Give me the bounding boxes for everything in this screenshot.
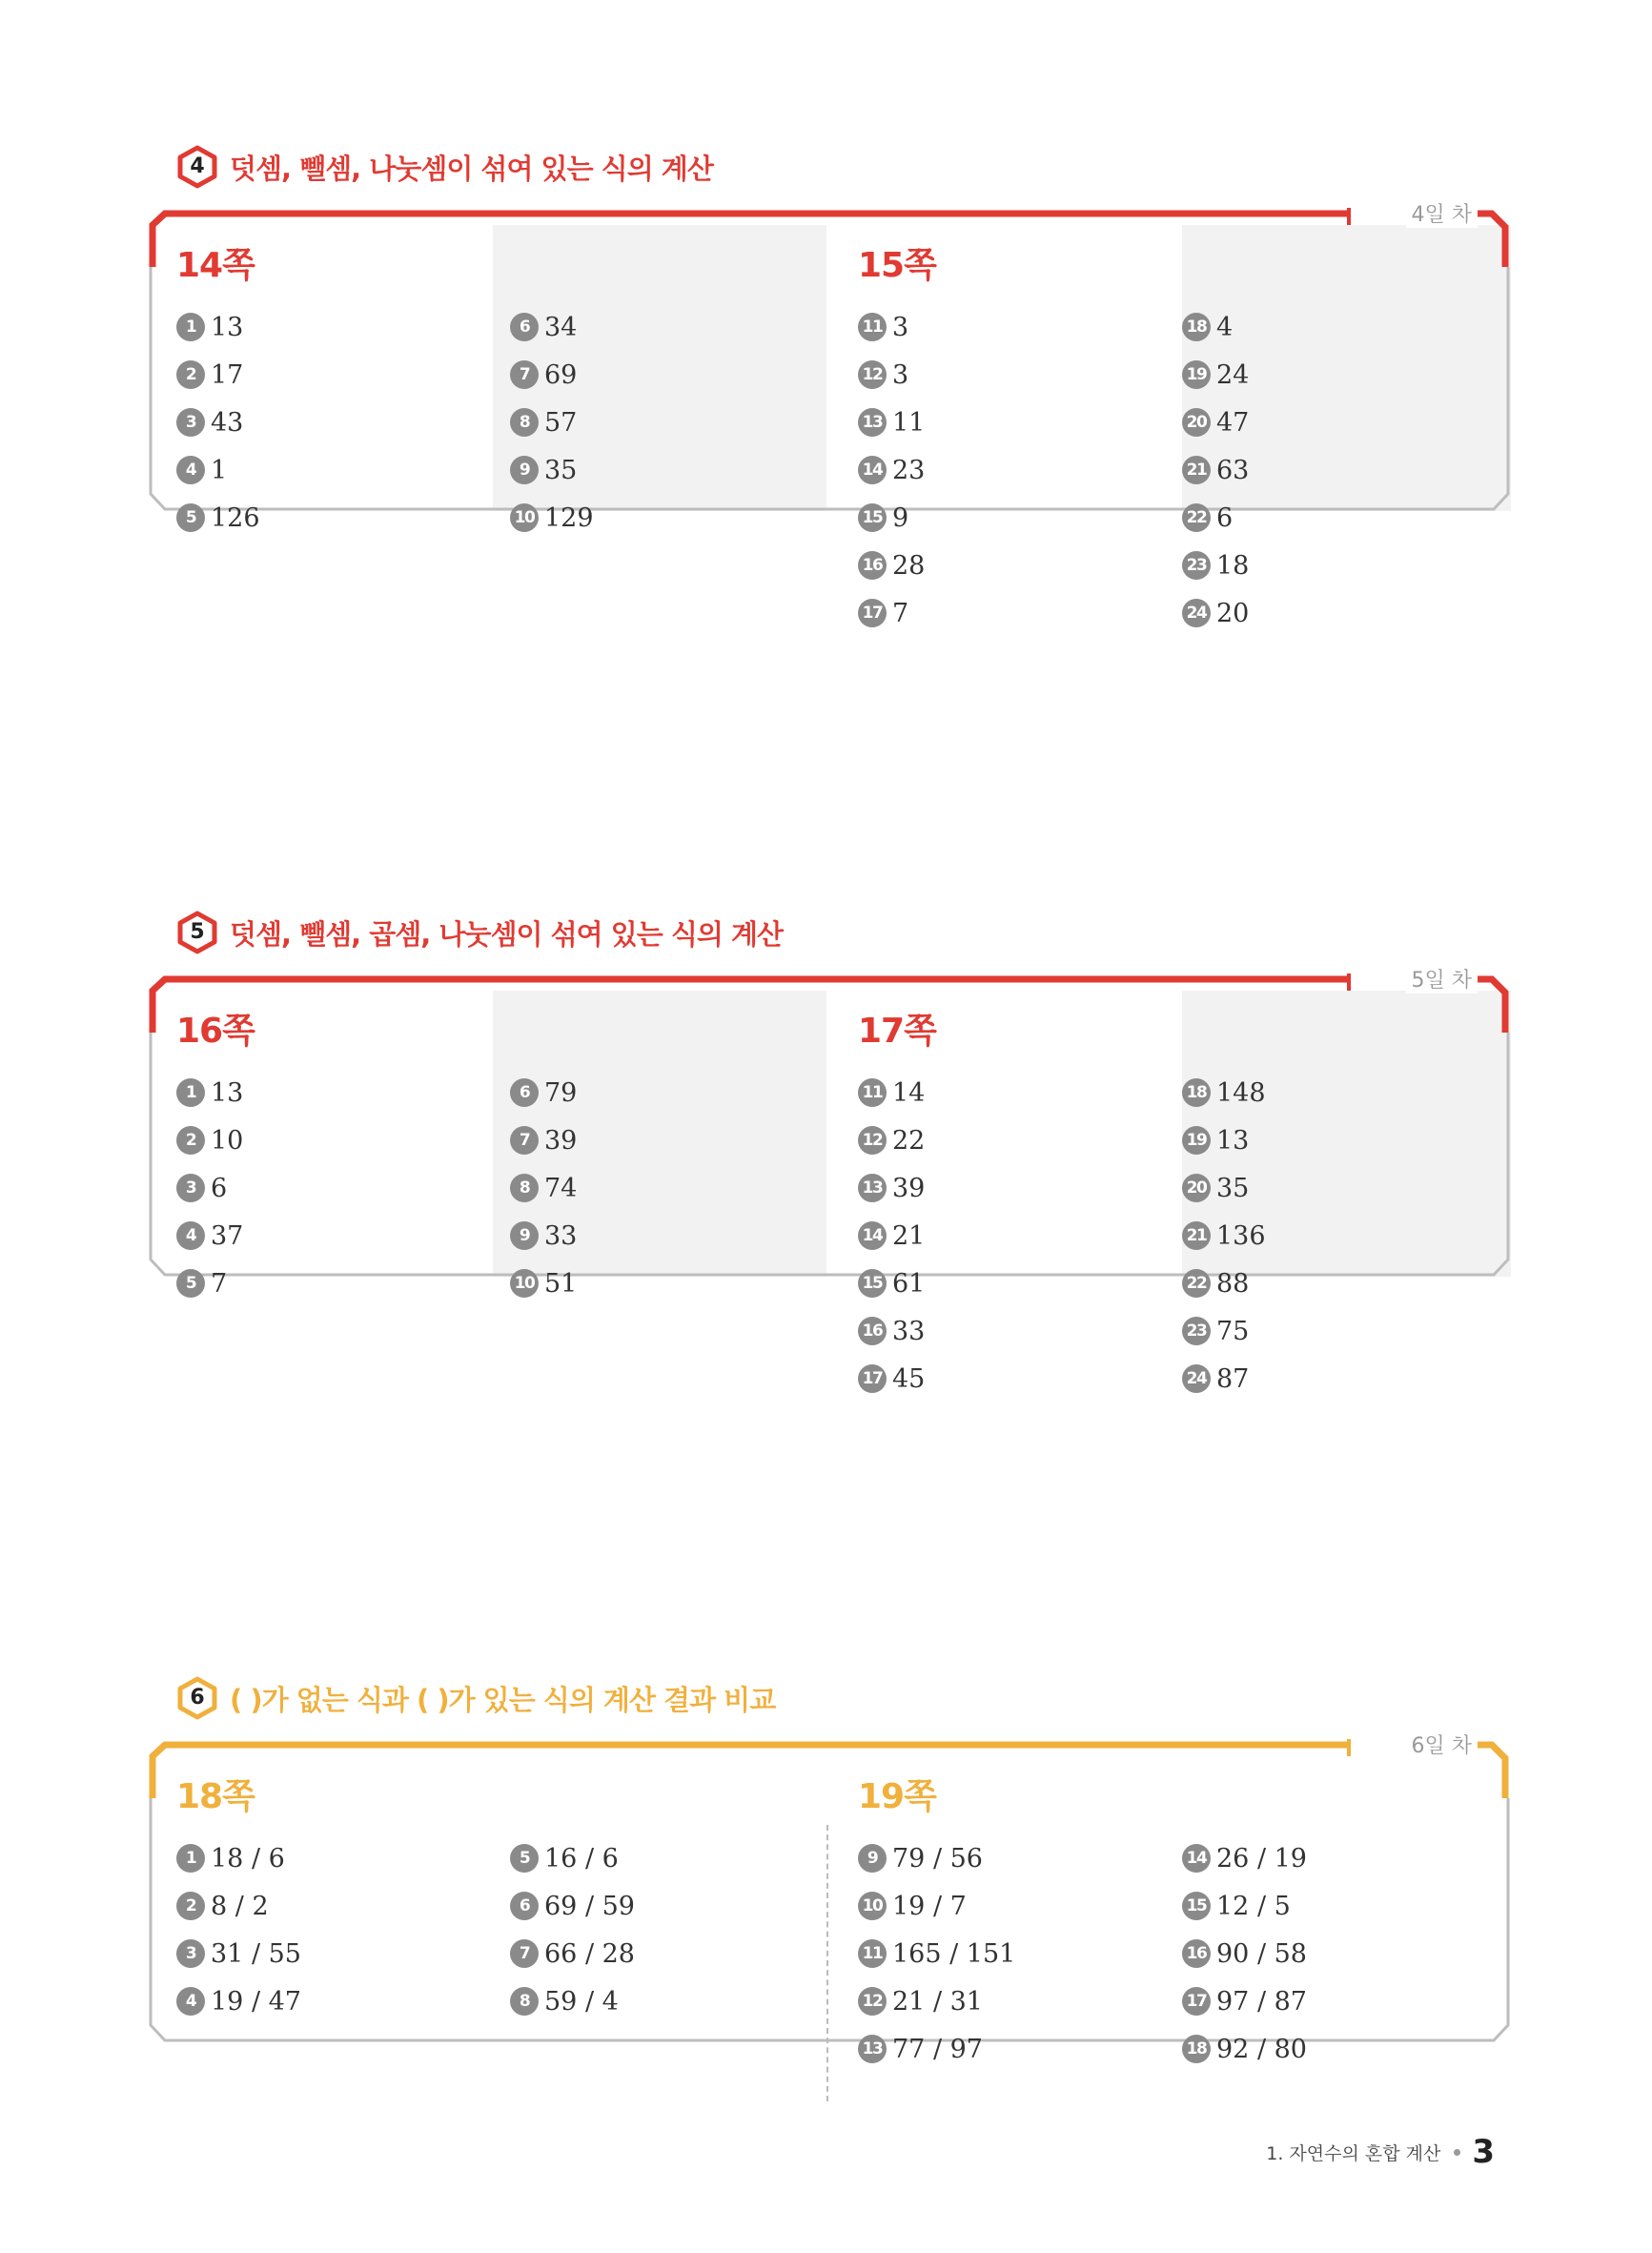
answer-item [176, 351, 260, 399]
answer-item [858, 1116, 925, 1164]
answer-item [176, 1882, 301, 1930]
study-day-label: 5일 차 [1406, 964, 1479, 993]
answer-item [510, 351, 594, 399]
answer-value: 97 / 87 [1216, 1986, 1307, 2017]
problem-number-badge: 6 [510, 1078, 539, 1107]
section-title [176, 1674, 775, 1722]
answer-item [1182, 2025, 1307, 2073]
answer-item [176, 494, 260, 542]
answer-value: 18 / 6 [211, 1843, 285, 1874]
answer-value: 75 [1216, 1316, 1250, 1346]
problem-number-badge: 7 [510, 1939, 539, 1968]
answer-value: 6 [1216, 502, 1234, 533]
answer-column [510, 1834, 635, 2025]
answer-item [858, 494, 925, 542]
answer-value: 31 / 55 [211, 1938, 301, 1969]
answer-item [510, 1164, 577, 1212]
answer-box [148, 969, 1511, 1394]
answer-column [176, 1069, 243, 1307]
problem-number-badge: 21 [1182, 1221, 1211, 1250]
problem-number-badge: 21 [1182, 456, 1211, 484]
section-title [176, 143, 713, 191]
problem-number-badge: 3 [176, 1174, 205, 1202]
problem-number-badge: 9 [858, 1844, 887, 1873]
answer-value: 90 / 58 [1216, 1938, 1307, 1969]
problem-number-badge: 14 [1182, 1844, 1211, 1873]
answer-item [510, 1212, 577, 1260]
problem-number-badge: 1 [176, 1078, 205, 1107]
answer-item [1182, 303, 1249, 351]
answer-item [858, 1307, 925, 1355]
answer-value: 77 / 97 [892, 2034, 983, 2064]
page-label: 19쪽 [858, 1777, 936, 1816]
problem-number-badge: 7 [510, 360, 539, 389]
answer-item [858, 399, 925, 446]
problem-number-badge: 8 [510, 408, 539, 437]
answer-value: 39 [544, 1125, 578, 1156]
answer-item [1182, 494, 1249, 542]
section-number: 6 [190, 1686, 205, 1710]
answer-value: 136 [1216, 1220, 1266, 1251]
answer-value: 39 [892, 1173, 926, 1203]
answer-value: 8 / 2 [211, 1891, 269, 1921]
answer-item [1182, 1355, 1266, 1403]
answer-item [176, 1260, 243, 1307]
problem-number-badge: 4 [176, 1987, 205, 2016]
answer-item [176, 303, 260, 351]
answer-value: 126 [211, 502, 260, 533]
answer-item [510, 1977, 635, 2025]
answer-item [858, 1212, 925, 1260]
problem-number-badge: 16 [858, 1317, 887, 1345]
section-number-hexagon-icon [176, 1676, 218, 1720]
answer-value: 69 [544, 359, 578, 390]
answer-value: 21 [892, 1220, 926, 1251]
problem-number-badge: 1 [176, 1844, 205, 1873]
answer-column [176, 1834, 301, 2025]
answer-item [176, 446, 260, 494]
answer-value: 6 [211, 1173, 228, 1203]
answer-item [176, 1164, 243, 1212]
answer-value: 19 / 7 [892, 1891, 967, 1921]
problem-number-badge: 2 [176, 360, 205, 389]
answer-item [510, 494, 594, 542]
answer-value: 59 / 4 [544, 1986, 619, 2017]
section-title-text: 덧셈, 뺄셈, 곱셈, 나눗셈이 섞여 있는 식의 계산 [230, 917, 783, 951]
problem-number-badge: 23 [1182, 551, 1211, 580]
problem-number-badge: 19 [1182, 360, 1211, 389]
problem-number-badge: 10 [858, 1892, 887, 1920]
answer-item [858, 1355, 925, 1403]
problem-number-badge: 4 [176, 1221, 205, 1250]
answer-value: 21 / 31 [892, 1986, 983, 2017]
problem-number-badge: 8 [510, 1174, 539, 1202]
answer-column [858, 303, 925, 637]
answer-item [510, 446, 594, 494]
answer-value: 79 [544, 1077, 578, 1108]
answer-item [1182, 351, 1249, 399]
answer-item [510, 1930, 635, 1977]
answer-value: 88 [1216, 1268, 1250, 1299]
problem-number-badge: 18 [1182, 1078, 1211, 1107]
problem-number-badge: 9 [510, 456, 539, 484]
answer-value: 79 / 56 [892, 1843, 983, 1874]
answer-value: 7 [211, 1268, 228, 1299]
answer-item [1182, 1164, 1266, 1212]
answer-value: 87 [1216, 1363, 1250, 1394]
answer-item [858, 589, 925, 637]
answer-value: 14 [892, 1077, 926, 1108]
answer-item [1182, 1260, 1266, 1307]
problem-number-badge: 14 [858, 456, 887, 484]
problem-number-badge: 20 [1182, 408, 1211, 437]
answer-item [858, 446, 925, 494]
answer-item [176, 1212, 243, 1260]
answer-value: 45 [892, 1363, 926, 1394]
answer-value: 43 [211, 407, 244, 438]
answer-item [176, 1977, 301, 2025]
problem-number-badge: 13 [858, 2035, 887, 2063]
answer-value: 24 [1216, 359, 1250, 390]
problem-number-badge: 16 [1182, 1939, 1211, 1968]
section-title [176, 909, 783, 956]
answer-item [510, 1116, 577, 1164]
problem-number-badge: 5 [176, 503, 205, 532]
answer-value: 26 / 19 [1216, 1843, 1307, 1874]
answer-value: 9 [892, 502, 909, 533]
problem-number-badge: 24 [1182, 599, 1211, 627]
answer-item [176, 399, 260, 446]
section-number: 4 [190, 154, 205, 178]
section-number: 5 [190, 920, 205, 944]
answer-item [510, 303, 594, 351]
answer-item [1182, 399, 1249, 446]
answer-value: 35 [1216, 1173, 1250, 1203]
answer-item [510, 1069, 577, 1116]
problem-number-badge: 5 [510, 1844, 539, 1873]
answer-column [858, 1069, 925, 1403]
problem-number-badge: 6 [510, 313, 539, 341]
answer-value: 13 [211, 1077, 244, 1108]
answer-value: 165 / 151 [892, 1938, 1016, 1969]
answer-column [1182, 1069, 1266, 1403]
box-frame [148, 973, 1511, 1280]
answer-item [1182, 1307, 1266, 1355]
answer-item [858, 2025, 1015, 2073]
answer-value: 47 [1216, 407, 1250, 438]
answer-value: 69 / 59 [544, 1891, 635, 1921]
section-title-text: ( )가 없는 식과 ( )가 있는 식의 계산 결과 비교 [230, 1683, 776, 1716]
answer-value: 34 [544, 312, 578, 342]
answer-column [1182, 1834, 1307, 2073]
answer-item [858, 1069, 925, 1116]
study-day-label: 4일 차 [1406, 198, 1479, 228]
problem-number-badge: 17 [858, 1364, 887, 1393]
problem-number-badge: 8 [510, 1987, 539, 2016]
answer-value: 92 / 80 [1216, 2034, 1307, 2064]
answer-item [1182, 1116, 1266, 1164]
problem-number-badge: 11 [858, 313, 887, 341]
answer-item [510, 399, 594, 446]
answer-column [176, 303, 260, 542]
problem-number-badge: 10 [510, 503, 539, 532]
answer-box [148, 203, 1511, 628]
answer-item [176, 1930, 301, 1977]
section-title-text: 덧셈, 뺄셈, 나눗셈이 섞여 있는 식의 계산 [230, 152, 713, 185]
study-day-label: 6일 차 [1406, 1730, 1479, 1759]
answer-value: 35 [544, 455, 578, 485]
answer-value: 18 [1216, 550, 1250, 581]
answer-value: 13 [211, 312, 244, 342]
problem-number-badge: 6 [510, 1892, 539, 1920]
answer-column [858, 1834, 1015, 2073]
problem-number-badge: 23 [1182, 1317, 1211, 1345]
problem-number-badge: 11 [858, 1078, 887, 1107]
answer-value: 10 [211, 1125, 244, 1156]
answer-value: 28 [892, 550, 926, 581]
answer-value: 148 [1216, 1077, 1266, 1108]
answer-value: 37 [211, 1220, 244, 1251]
answer-value: 16 / 6 [544, 1843, 619, 1874]
problem-number-badge: 17 [858, 599, 887, 627]
answer-item [1182, 589, 1249, 637]
answer-value: 63 [1216, 455, 1250, 485]
problem-number-badge: 13 [858, 408, 887, 437]
answer-item [1182, 542, 1249, 589]
page-label: 17쪽 [858, 1012, 936, 1051]
section-number-hexagon-icon [176, 911, 218, 954]
answer-column [510, 303, 594, 542]
problem-number-badge: 5 [176, 1269, 205, 1298]
answer-value: 57 [544, 407, 578, 438]
page-number: 3 [1472, 2133, 1495, 2171]
answer-item [1182, 1212, 1266, 1260]
problem-number-badge: 2 [176, 1126, 205, 1155]
answer-item [1182, 446, 1249, 494]
answer-item [510, 1834, 635, 1882]
answer-item [510, 1882, 635, 1930]
answer-item [1182, 1930, 1307, 1977]
answer-value: 61 [892, 1268, 926, 1299]
answer-item [176, 1834, 301, 1882]
answer-value: 4 [1216, 312, 1234, 342]
problem-number-badge: 18 [1182, 2035, 1211, 2063]
problem-number-badge: 12 [858, 360, 887, 389]
section-number-hexagon-icon [176, 145, 218, 189]
problem-number-badge: 22 [1182, 1269, 1211, 1298]
box-frame [148, 208, 1511, 515]
problem-number-badge: 12 [858, 1987, 887, 2016]
answer-item [858, 1164, 925, 1212]
page-label: 14쪽 [176, 246, 255, 285]
problem-number-badge: 18 [1182, 313, 1211, 341]
page-label: 16쪽 [176, 1012, 255, 1051]
answer-item [858, 303, 925, 351]
answer-value: 23 [892, 455, 926, 485]
problem-number-badge: 24 [1182, 1364, 1211, 1393]
answer-box [148, 1734, 1511, 2064]
answer-value: 20 [1216, 598, 1250, 628]
answer-value: 7 [892, 598, 909, 628]
answer-value: 33 [892, 1316, 926, 1346]
answer-value: 3 [892, 312, 909, 342]
answer-item [858, 351, 925, 399]
problem-number-badge: 3 [176, 408, 205, 437]
page-footer [1266, 2133, 1495, 2171]
problem-number-badge: 20 [1182, 1174, 1211, 1202]
problem-number-badge: 17 [1182, 1987, 1211, 2016]
page-label: 15쪽 [858, 246, 936, 285]
answer-item [176, 1116, 243, 1164]
problem-number-badge: 13 [858, 1174, 887, 1202]
problem-number-badge: 14 [858, 1221, 887, 1250]
problem-number-badge: 11 [858, 1939, 887, 1968]
answer-item [510, 1260, 577, 1307]
answer-column [1182, 303, 1249, 637]
problem-number-badge: 7 [510, 1126, 539, 1155]
answer-value: 22 [892, 1125, 926, 1156]
problem-number-badge: 12 [858, 1126, 887, 1155]
answer-value: 13 [1216, 1125, 1250, 1156]
problem-number-badge: 2 [176, 1892, 205, 1920]
problem-number-badge: 4 [176, 456, 205, 484]
problem-number-badge: 16 [858, 551, 887, 580]
answer-item [1182, 1834, 1307, 1882]
footer-dot [1454, 2149, 1460, 2156]
answer-value: 74 [544, 1173, 578, 1203]
problem-number-badge: 3 [176, 1939, 205, 1968]
answer-item [1182, 1069, 1266, 1116]
answer-value: 51 [544, 1268, 578, 1299]
problem-number-badge: 9 [510, 1221, 539, 1250]
answer-value: 12 / 5 [1216, 1891, 1291, 1921]
problem-number-badge: 15 [1182, 1892, 1211, 1920]
page-label: 18쪽 [176, 1777, 255, 1816]
answer-item [858, 1977, 1015, 2025]
answer-item [1182, 1882, 1307, 1930]
footer-chapter: 1. 자연수의 혼합 계산 [1266, 2142, 1441, 2164]
answer-item [858, 1930, 1015, 1977]
answer-item [858, 1834, 1015, 1882]
answer-value: 1 [211, 455, 228, 485]
answer-column [510, 1069, 577, 1307]
answer-value: 33 [544, 1220, 578, 1251]
answer-value: 129 [544, 502, 594, 533]
answer-value: 3 [892, 359, 909, 390]
answer-item [858, 542, 925, 589]
problem-number-badge: 15 [858, 1269, 887, 1298]
answer-value: 66 / 28 [544, 1938, 635, 1969]
problem-number-badge: 15 [858, 503, 887, 532]
problem-number-badge: 10 [510, 1269, 539, 1298]
answer-item [176, 1069, 243, 1116]
problem-number-badge: 1 [176, 313, 205, 341]
problem-number-badge: 22 [1182, 503, 1211, 532]
answer-value: 17 [211, 359, 244, 390]
answer-value: 19 / 47 [211, 1986, 301, 2017]
answer-item [858, 1882, 1015, 1930]
problem-number-badge: 19 [1182, 1126, 1211, 1155]
answer-value: 11 [892, 407, 926, 438]
answer-item [1182, 1977, 1307, 2025]
answer-item [858, 1260, 925, 1307]
